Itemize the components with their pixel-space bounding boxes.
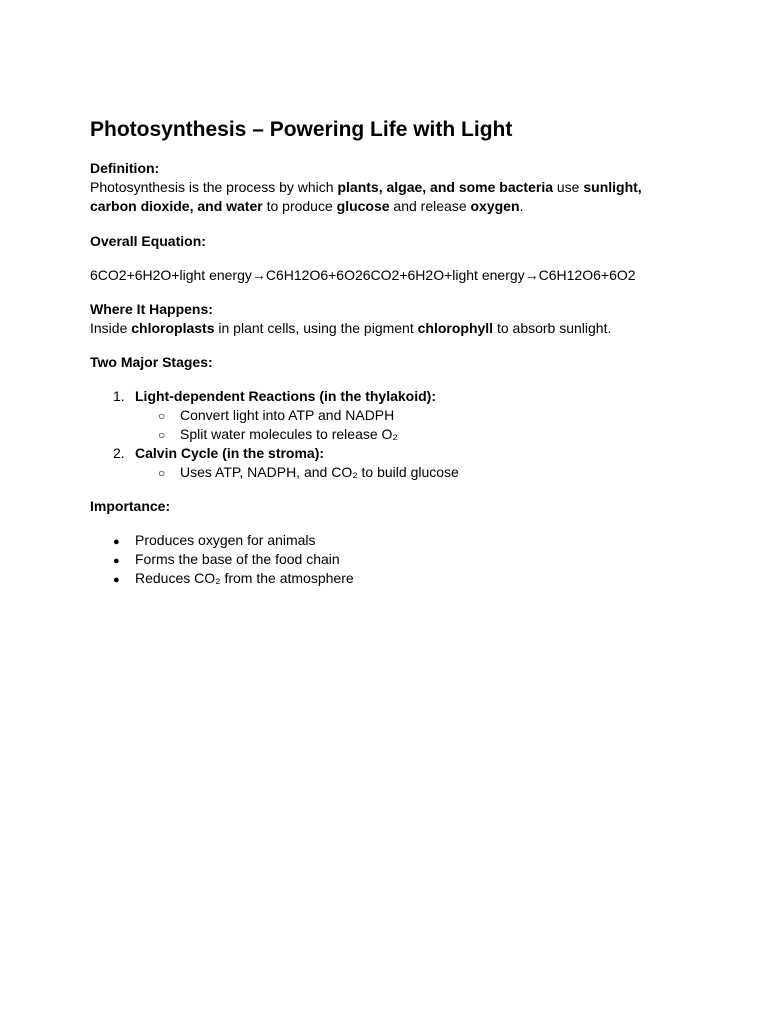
- where-text-2: in plant cells, using the pigment: [214, 320, 418, 336]
- importance-item-2: [113, 550, 340, 571]
- definition-bold-organisms: plants, algae, and some bacteria: [337, 179, 553, 195]
- stage-1-subitem-2: [158, 425, 398, 445]
- importance-heading: Importance:: [90, 498, 171, 514]
- subitem-text: Split water molecules to release O₂: [180, 426, 398, 442]
- filled-circle-bullet-icon: ●: [113, 555, 120, 567]
- importance-text: Produces oxygen for animals: [135, 532, 316, 548]
- definition-bold-inputs: carbon dioxide, and water: [90, 198, 263, 214]
- definition-text-3: to produce: [262, 198, 337, 214]
- filled-circle-bullet-icon: ●: [113, 574, 120, 586]
- definition-text-1: Photosynthesis is the process by which: [90, 179, 338, 195]
- stage-number: 2.: [113, 445, 125, 461]
- definition-text-2: use: [553, 179, 584, 195]
- where-text-1: Inside: [90, 320, 132, 336]
- importance-text: Forms the base of the food chain: [135, 551, 340, 567]
- stage-2-subitem-1: [158, 463, 459, 483]
- stage-1-subitem-1: [158, 406, 394, 426]
- stages-heading: Two Major Stages:: [90, 354, 213, 370]
- importance-text: Reduces CO₂ from the atmosphere: [135, 570, 354, 586]
- subitem-text: Uses ATP, NADPH, and CO₂ to build glucose: [180, 464, 459, 480]
- hollow-circle-bullet-icon: ○: [158, 428, 166, 442]
- where-bold-chlorophyll: chlorophyll: [417, 320, 494, 336]
- where-heading: Where It Happens:: [90, 301, 213, 317]
- where-bold-chloroplasts: chloroplasts: [131, 320, 215, 336]
- definition-text-5: .: [519, 198, 524, 214]
- importance-item-1: [113, 531, 316, 552]
- hollow-circle-bullet-icon: ○: [158, 409, 166, 423]
- stage-item-1: [113, 387, 436, 406]
- where-paragraph: [90, 319, 611, 338]
- document-title: Photosynthesis – Powering Life with Light: [90, 118, 513, 141]
- stage-number: 1.: [113, 388, 125, 404]
- equation-heading: Overall Equation:: [90, 233, 206, 249]
- definition-bold-oxygen: oxygen: [470, 198, 520, 214]
- definition-paragraph: [90, 178, 642, 216]
- filled-circle-bullet-icon: ●: [113, 536, 120, 548]
- stage-item-2: [113, 444, 324, 463]
- importance-item-3: [113, 569, 354, 590]
- stage-label: Calvin Cycle (in the stroma):: [135, 445, 325, 461]
- definition-text-4: and release: [389, 198, 471, 214]
- subitem-text: Convert light into ATP and NADPH: [180, 407, 395, 423]
- definition-bold-glucose: glucose: [336, 198, 390, 214]
- stage-label: Light-dependent Reactions (in the thylakoid):: [135, 388, 436, 404]
- definition-bold-sunlight: sunlight,: [583, 179, 642, 195]
- definition-heading: Definition:: [90, 160, 160, 176]
- where-text-3: to absorb sunlight.: [493, 320, 612, 336]
- hollow-circle-bullet-icon: ○: [158, 466, 166, 480]
- equation-text: 6CO2+6H2O+light energy→C6H12O6+6O26CO2+6H2O+light energy→C6H12O6+6O2: [90, 267, 636, 283]
